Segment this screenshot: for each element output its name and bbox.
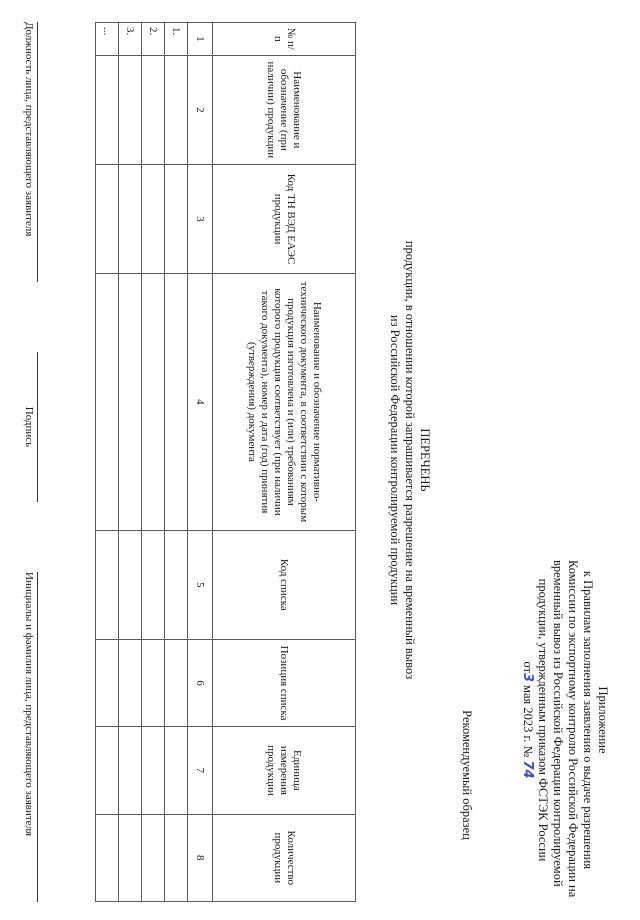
appendix-line: временный вывоз из Российской Федерации контролируемой	[551, 560, 565, 887]
table-row	[119, 23, 142, 902]
column-header: Код ТН ВЭД ЕАЭС продукции	[213, 164, 356, 273]
row-number: 2.	[142, 23, 165, 56]
sample-label: Рекомендуемый образец	[460, 710, 474, 840]
table-cell[interactable]	[96, 727, 119, 814]
column-number: 7	[188, 727, 213, 814]
date-suffix: мая 2023 г. №	[521, 685, 535, 758]
table-cell[interactable]	[165, 164, 188, 273]
date-prefix: от	[521, 661, 535, 673]
table-cell[interactable]	[96, 639, 119, 726]
column-header: Наименование и обозначение нормативно-технического документа, в соответствии с которым продукция изготовлена и (или) требованиям которого продукция соответствует (при наличии такого документа), номер и дата (год) принятия (утверждения) документа	[213, 274, 356, 531]
table-cell[interactable]	[142, 55, 165, 164]
product-table	[95, 22, 356, 902]
row-number: ...	[96, 23, 119, 56]
row-number: 3.	[119, 23, 142, 56]
column-number: 3	[188, 164, 213, 273]
table-cell[interactable]	[96, 274, 119, 531]
table-cell[interactable]	[165, 530, 188, 639]
column-number: 4	[188, 274, 213, 531]
table-cell[interactable]	[119, 164, 142, 273]
table-row	[165, 23, 188, 902]
header-row	[213, 23, 356, 902]
column-number: 6	[188, 639, 213, 726]
title-line: продукции, в отношении которой запрашивается разрешение на временный вывоз	[403, 240, 417, 680]
column-header: Количество продукции	[213, 814, 356, 901]
document-title	[387, 90, 432, 830]
table-cell[interactable]	[142, 727, 165, 814]
table-cell[interactable]	[165, 814, 188, 901]
column-header: Наименование и обозначение (при наличии) продукции	[213, 55, 356, 164]
table-cell[interactable]	[142, 814, 165, 901]
table-cell[interactable]	[119, 530, 142, 639]
title-line: из Российской Федерации контролируемой продукции	[388, 314, 402, 606]
table-cell[interactable]	[119, 274, 142, 531]
column-number-row	[188, 23, 213, 902]
handwritten-number: 74	[520, 760, 535, 779]
appendix-line: к Правилам заполнения заявления о выдаче разрешения	[581, 570, 595, 870]
signature-footer	[20, 22, 44, 902]
table-cell[interactable]	[165, 639, 188, 726]
column-number: 1	[188, 23, 213, 56]
table-cell[interactable]	[96, 530, 119, 639]
column-number: 2	[188, 55, 213, 164]
appendix-block	[520, 560, 610, 898]
table-cell[interactable]	[165, 727, 188, 814]
title-heading: ПЕРЕЧЕНЬ	[418, 428, 432, 492]
appendix-date-line	[520, 560, 535, 880]
table-cell[interactable]	[165, 274, 188, 531]
table-row	[96, 23, 119, 902]
signature-field-label: Подпись	[23, 352, 38, 502]
table-cell[interactable]	[119, 814, 142, 901]
position-field-label: Должность лица, представляющего заявителя	[23, 22, 38, 282]
appendix-line: продукции, утвержденным приказом ФСТЭК России	[536, 578, 550, 862]
handwritten-day: 3	[520, 672, 535, 682]
row-number: 1.	[165, 23, 188, 56]
column-number: 8	[188, 814, 213, 901]
column-header: Код списка	[213, 530, 356, 639]
table-cell[interactable]	[142, 639, 165, 726]
table-cell[interactable]	[96, 55, 119, 164]
column-header: № п/п	[213, 23, 356, 56]
name-field-label: Инициалы и фамилия лица, представляющего заявителя	[23, 572, 38, 902]
table-cell[interactable]	[119, 55, 142, 164]
table-cell[interactable]	[142, 274, 165, 531]
table-cell[interactable]	[96, 164, 119, 273]
table-cell[interactable]	[165, 55, 188, 164]
column-number: 5	[188, 530, 213, 639]
appendix-line: Комиссии по экспортному контролю Российской Федерации на	[566, 560, 580, 898]
table-cell[interactable]	[119, 639, 142, 726]
column-header: Единица измерения продукции	[213, 727, 356, 814]
table-cell[interactable]	[142, 530, 165, 639]
table-cell[interactable]	[142, 164, 165, 273]
table-cell[interactable]	[96, 814, 119, 901]
column-header: Позиция списка	[213, 639, 356, 726]
appendix-line: Приложение	[596, 686, 610, 754]
table-row	[142, 23, 165, 902]
table-cell[interactable]	[119, 727, 142, 814]
